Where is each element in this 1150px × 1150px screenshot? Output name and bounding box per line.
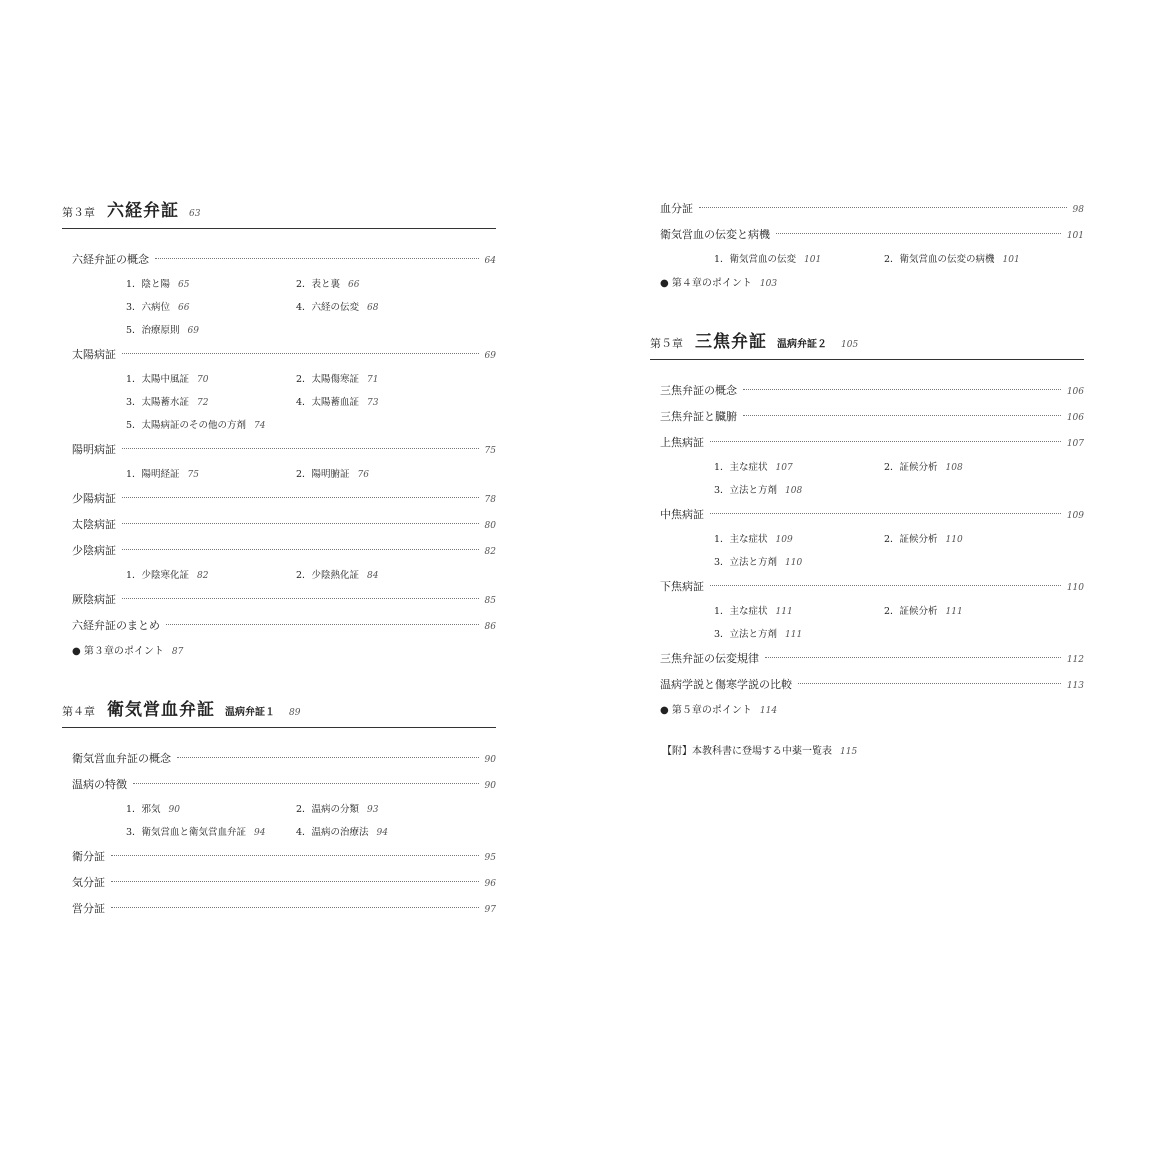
dot-leader <box>798 683 1061 684</box>
toc-section-entry[interactable] <box>650 672 1084 698</box>
subsection-entry[interactable] <box>714 456 884 479</box>
appendix-label: 【附】本教科書に登場する中薬一覧表 <box>662 746 832 757</box>
chapter-page: 63 <box>189 209 201 219</box>
toc-section-entry[interactable] <box>62 870 496 896</box>
subsection-title: 1．主な症状 <box>714 606 768 617</box>
dot-leader <box>710 441 1061 442</box>
chapter-subtitle: 温病弁証１ <box>225 707 275 718</box>
section-page: 86 <box>484 622 496 632</box>
subsection-title: 4．温病の治療法 <box>296 827 369 838</box>
subsection-entry[interactable] <box>714 600 884 623</box>
subsection-entry[interactable] <box>296 798 466 821</box>
subsection-row <box>650 248 1084 271</box>
subsection-row <box>62 564 496 587</box>
subsection-page: 65 <box>178 280 190 290</box>
section-page: 95 <box>484 853 496 863</box>
subsection-entry[interactable] <box>126 319 296 342</box>
dot-leader <box>710 585 1061 586</box>
section-title: 中焦病証 <box>660 508 704 521</box>
section-title: 温病学説と傷寒学説の比較 <box>660 678 792 691</box>
subsection-page: 82 <box>197 571 209 581</box>
subsection-row <box>62 273 496 296</box>
dot-leader <box>133 783 479 784</box>
toc-section-entry[interactable] <box>62 437 496 463</box>
subsection-entry[interactable] <box>126 296 296 319</box>
chapter-4-heading <box>62 695 496 728</box>
toc-section-entry[interactable] <box>62 844 496 870</box>
subsection-page: 73 <box>367 398 379 408</box>
subsection-entry[interactable] <box>126 463 296 486</box>
section-page: 107 <box>1066 439 1084 449</box>
dot-leader <box>122 448 479 449</box>
section-page: 96 <box>484 879 496 889</box>
subsection-title: 3．六病位 <box>126 302 171 313</box>
section-page: 69 <box>484 351 496 361</box>
section-title: 六経弁証の概念 <box>72 253 149 266</box>
subsection-page: 68 <box>367 303 379 313</box>
subsection-row <box>62 414 496 437</box>
subsection-page: 66 <box>178 303 190 313</box>
chapter-5-heading <box>650 327 1084 360</box>
toc-section-entry[interactable] <box>62 512 496 538</box>
toc-section-entry[interactable] <box>650 574 1084 600</box>
section-page: 82 <box>484 547 496 557</box>
subsection-title: 4．六経の伝変 <box>296 302 360 313</box>
chapter-page: 89 <box>289 708 301 718</box>
chapter-4-continued-sections <box>650 196 1084 271</box>
subsection-title: 2．証候分析 <box>884 462 938 473</box>
chapter-4-point[interactable] <box>650 271 1084 297</box>
section-page: 110 <box>1066 583 1084 593</box>
chapter-3-heading <box>62 196 496 229</box>
section-page: 101 <box>1066 231 1084 241</box>
subsection-title: 3．立法と方剤 <box>714 485 778 496</box>
section-title: 三焦弁証の概念 <box>660 384 737 397</box>
appendix-page: 115 <box>840 747 858 757</box>
subsection-row <box>650 623 1084 646</box>
subsection-page: 90 <box>168 805 180 815</box>
subsection-title: 2．表と裏 <box>296 279 341 290</box>
subsection-page: 76 <box>357 470 369 480</box>
subsection-entry[interactable] <box>884 600 1054 623</box>
toc-section-entry[interactable] <box>650 222 1084 248</box>
dot-leader <box>699 207 1067 208</box>
subsection-title: 2．温病の分類 <box>296 804 360 815</box>
section-page: 98 <box>1072 205 1084 215</box>
chapter-3-point[interactable] <box>62 639 496 665</box>
subsection-title: 1．太陽中風証 <box>126 374 190 385</box>
section-title: 少陰病証 <box>72 544 116 557</box>
appendix-entry[interactable] <box>650 742 1084 757</box>
subsection-row <box>62 391 496 414</box>
subsection-entry[interactable] <box>296 463 466 486</box>
dot-leader <box>776 233 1061 234</box>
toc-left-column <box>62 196 496 922</box>
subsection-row <box>650 551 1084 574</box>
subsection-page: 108 <box>785 486 803 496</box>
subsection-title: 5．太陽病証のその他の方剤 <box>126 420 247 431</box>
section-page: 90 <box>484 781 496 791</box>
subsection-title: 3．衛気営血と衛気営血弁証 <box>126 827 247 838</box>
section-page: 106 <box>1066 413 1084 423</box>
subsection-page: 75 <box>187 470 199 480</box>
section-page: 85 <box>484 596 496 606</box>
subsection-title: 1．少陰寒化証 <box>126 570 190 581</box>
chapter-label: 第３章 <box>62 206 95 219</box>
subsection-page: 101 <box>1002 255 1020 265</box>
subsection-entry[interactable] <box>714 248 884 271</box>
dot-leader <box>111 907 479 908</box>
dot-leader <box>111 855 479 856</box>
subsection-entry[interactable] <box>296 391 466 414</box>
section-page: 90 <box>484 755 496 765</box>
subsection-page: 74 <box>254 421 266 431</box>
subsection-title: 4．太陽蓄血証 <box>296 397 360 408</box>
subsection-row <box>650 479 1084 502</box>
subsection-page: 94 <box>376 828 388 838</box>
subsection-row <box>62 821 496 844</box>
toc-section-entry[interactable] <box>650 646 1084 672</box>
toc-section-entry[interactable] <box>62 486 496 512</box>
toc-section-entry[interactable] <box>62 342 496 368</box>
subsection-entry[interactable] <box>296 368 466 391</box>
subsection-entry[interactable] <box>714 528 884 551</box>
chapter-title: 衛気営血弁証 <box>107 700 215 720</box>
point-label: ● 第５章のポイント <box>660 705 752 716</box>
section-page: 64 <box>484 256 496 266</box>
section-title: 三焦弁証と臓腑 <box>660 410 737 423</box>
subsection-row <box>650 600 1084 623</box>
subsection-row <box>62 463 496 486</box>
dot-leader <box>122 497 479 498</box>
subsection-entry[interactable] <box>126 414 466 437</box>
subsection-entry[interactable] <box>714 623 884 646</box>
section-page: 75 <box>484 446 496 456</box>
subsection-entry[interactable] <box>884 528 1054 551</box>
point-label: ● 第３章のポイント <box>72 646 164 657</box>
subsection-entry[interactable] <box>714 479 884 502</box>
section-title: 血分証 <box>660 202 693 215</box>
dot-leader <box>166 624 479 625</box>
section-page: 113 <box>1066 681 1084 691</box>
toc-section-entry[interactable] <box>62 613 496 639</box>
toc-section-entry[interactable] <box>650 502 1084 528</box>
chapter-title: 三焦弁証 <box>695 332 767 352</box>
toc-section-entry[interactable] <box>62 772 496 798</box>
section-title: 温病の特徴 <box>72 778 127 791</box>
toc-section-entry[interactable] <box>62 538 496 564</box>
subsection-page: 111 <box>775 607 793 617</box>
section-title: 上焦病証 <box>660 436 704 449</box>
dot-leader <box>122 353 479 354</box>
dot-leader <box>743 389 1061 390</box>
section-title: 厥陰病証 <box>72 593 116 606</box>
section-page: 112 <box>1066 655 1084 665</box>
dot-leader <box>122 549 479 550</box>
chapter-3-sections <box>62 247 496 639</box>
toc-section-entry[interactable] <box>650 378 1084 404</box>
subsection-title: 3．立法と方剤 <box>714 557 778 568</box>
subsection-row <box>62 296 496 319</box>
toc-section-entry[interactable] <box>650 404 1084 430</box>
subsection-entry[interactable] <box>296 273 466 296</box>
chapter-page: 105 <box>841 340 859 350</box>
section-title: 衛気営血の伝変と病機 <box>660 228 770 241</box>
subsection-entry[interactable] <box>296 821 466 844</box>
subsection-title: 2．少陰熱化証 <box>296 570 360 581</box>
subsection-page: 109 <box>775 535 793 545</box>
chapter-subtitle: 温病弁証２ <box>777 339 827 350</box>
subsection-title: 3．太陽蓄水証 <box>126 397 190 408</box>
point-page: 114 <box>759 706 778 716</box>
subsection-title: 1．主な症状 <box>714 462 768 473</box>
point-page: 103 <box>759 279 778 289</box>
dot-leader <box>111 881 479 882</box>
subsection-entry[interactable] <box>126 273 296 296</box>
subsection-title: 2．証候分析 <box>884 606 938 617</box>
point-page: 87 <box>171 647 184 657</box>
section-page: 97 <box>484 905 496 915</box>
chapter-4-sections <box>62 746 496 922</box>
subsection-title: 3．立法と方剤 <box>714 629 778 640</box>
subsection-row <box>62 798 496 821</box>
section-page: 106 <box>1066 387 1084 397</box>
section-title: 太陽病証 <box>72 348 116 361</box>
subsection-page: 111 <box>785 630 803 640</box>
subsection-page: 110 <box>785 558 803 568</box>
subsection-title: 1．陽明経証 <box>126 469 180 480</box>
section-page: 78 <box>484 495 496 505</box>
toc-section-entry[interactable] <box>62 896 496 922</box>
dot-leader <box>122 598 479 599</box>
chapter-title: 六経弁証 <box>107 201 179 221</box>
toc-section-entry[interactable] <box>62 587 496 613</box>
toc-section-entry[interactable] <box>62 746 496 772</box>
dot-leader <box>122 523 479 524</box>
dot-leader <box>743 415 1061 416</box>
subsection-entry[interactable] <box>126 821 296 844</box>
subsection-title: 1．衛気営血の伝変 <box>714 254 797 265</box>
dot-leader <box>177 757 479 758</box>
section-title: 衛分証 <box>72 850 105 863</box>
chapter-5-sections <box>650 378 1084 698</box>
subsection-entry[interactable] <box>296 296 466 319</box>
dot-leader <box>155 258 479 259</box>
section-title: 陽明病証 <box>72 443 116 456</box>
subsection-page: 66 <box>348 280 360 290</box>
subsection-entry[interactable] <box>126 391 296 414</box>
subsection-title: 1．陰と陽 <box>126 279 171 290</box>
section-title: 下焦病証 <box>660 580 704 593</box>
subsection-title: 5．治療原則 <box>126 325 180 336</box>
subsection-entry[interactable] <box>884 248 1054 271</box>
chapter-5-point[interactable] <box>650 698 1084 724</box>
subsection-title: 1．主な症状 <box>714 534 768 545</box>
subsection-page: 94 <box>254 828 266 838</box>
point-label: ● 第４章のポイント <box>660 278 752 289</box>
section-title: 営分証 <box>72 902 105 915</box>
subsection-page: 93 <box>367 805 379 815</box>
toc-section-entry[interactable] <box>650 430 1084 456</box>
subsection-page: 72 <box>197 398 209 408</box>
subsection-page: 111 <box>945 607 963 617</box>
section-page: 80 <box>484 521 496 531</box>
subsection-page: 84 <box>367 571 379 581</box>
section-title: 少陽病証 <box>72 492 116 505</box>
subsection-title: 2．衛気営血の伝変の病機 <box>884 254 995 265</box>
dot-leader <box>710 513 1061 514</box>
subsection-title: 2．太陽傷寒証 <box>296 374 360 385</box>
subsection-title: 2．陽明腑証 <box>296 469 350 480</box>
toc-section-entry[interactable] <box>650 196 1084 222</box>
toc-section-entry[interactable] <box>62 247 496 273</box>
subsection-page: 71 <box>367 375 379 385</box>
subsection-page: 70 <box>197 375 209 385</box>
subsection-entry[interactable] <box>126 564 296 587</box>
subsection-page: 107 <box>775 463 793 473</box>
subsection-entry[interactable] <box>884 456 1054 479</box>
subsection-page: 69 <box>187 326 199 336</box>
subsection-page: 108 <box>945 463 963 473</box>
subsection-page: 101 <box>804 255 822 265</box>
subsection-entry[interactable] <box>126 368 296 391</box>
subsection-entry[interactable] <box>126 798 296 821</box>
subsection-row <box>650 456 1084 479</box>
subsection-page: 110 <box>945 535 963 545</box>
section-page: 109 <box>1066 511 1084 521</box>
dot-leader <box>765 657 1061 658</box>
chapter-label: 第５章 <box>650 337 683 350</box>
subsection-entry[interactable] <box>714 551 884 574</box>
section-title: 太陰病証 <box>72 518 116 531</box>
subsection-entry[interactable] <box>296 564 466 587</box>
chapter-label: 第４章 <box>62 705 95 718</box>
subsection-row <box>650 528 1084 551</box>
subsection-row <box>62 319 496 342</box>
section-title: 六経弁証のまとめ <box>72 619 160 632</box>
subsection-title: 2．証候分析 <box>884 534 938 545</box>
section-title: 三焦弁証の伝変規律 <box>660 652 759 665</box>
toc-right-column <box>650 196 1084 757</box>
section-title: 気分証 <box>72 876 105 889</box>
subsection-title: 1．邪気 <box>126 804 161 815</box>
section-title: 衛気営血弁証の概念 <box>72 752 171 765</box>
subsection-row <box>62 368 496 391</box>
